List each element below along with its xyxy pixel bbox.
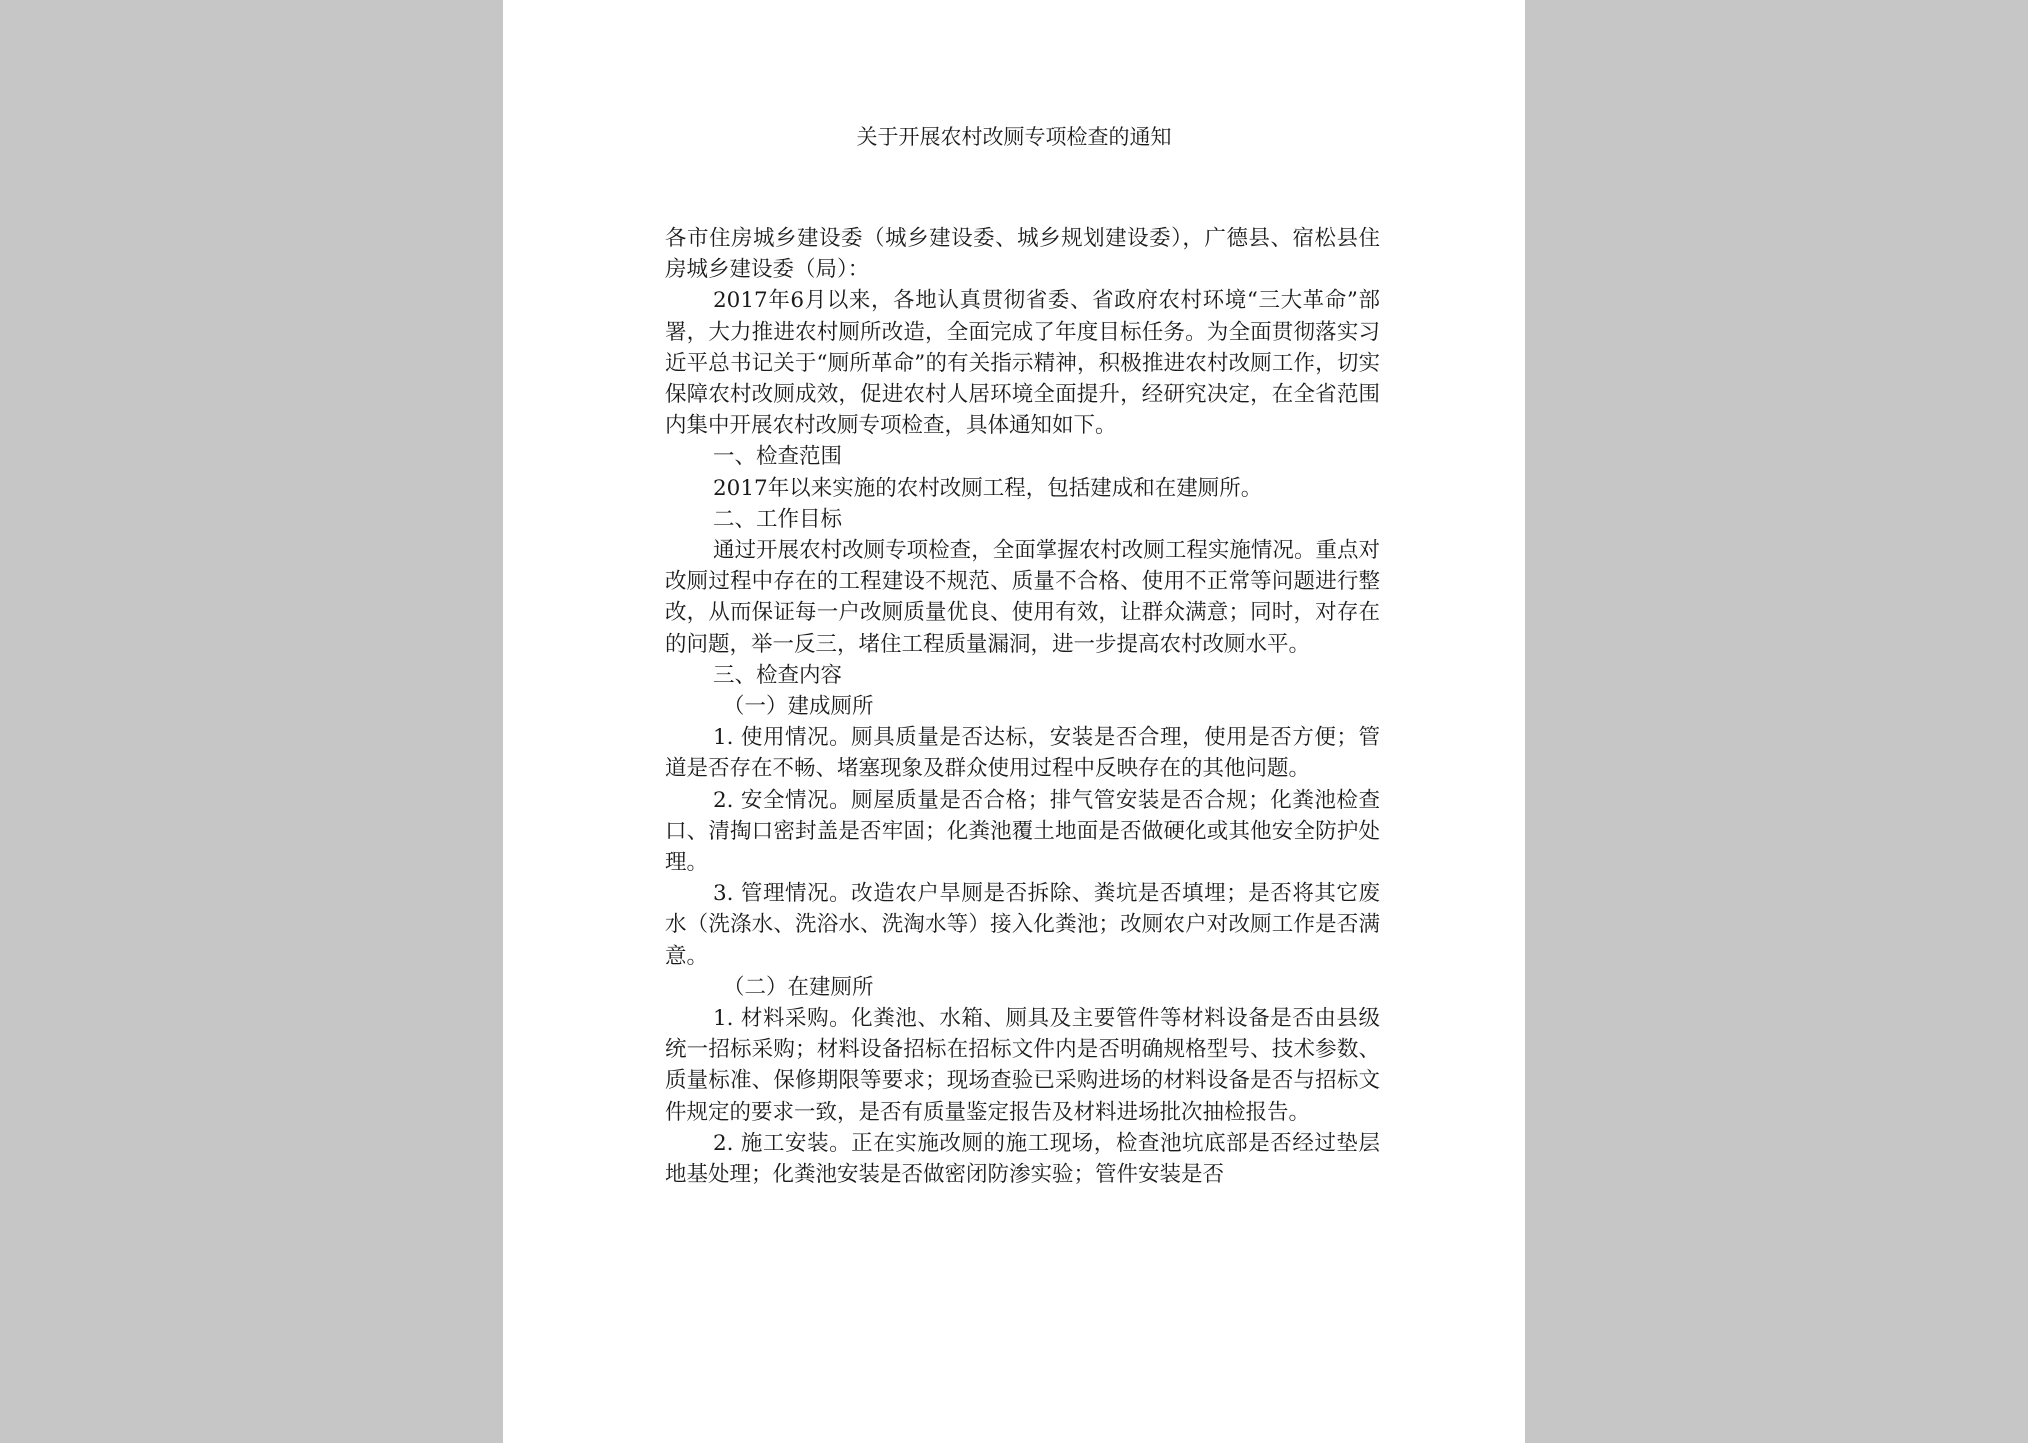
scope-paragraph: 2017年以来实施的农村改厕工程，包括建成和在建厕所。	[713, 475, 1263, 501]
subsection-heading-built: （一）建成厕所	[723, 694, 874, 720]
salutation: 各市住房城乡建设委（城乡建设委、城乡规划建设委），广德县、宿松县住房城乡建设委（局）：	[665, 226, 1380, 283]
section-heading-content: 三、检查内容	[713, 662, 843, 688]
built-item-safety: 2. 安全情况。厕屋质量是否合格；排气管安装是否合规；化粪池检查口、清掏口密封盖是否牢固；化粪池覆土地面是否做硬化或其他安全防护处理。	[665, 787, 1380, 876]
document-title: 关于开展农村改厕专项检查的通知	[856, 125, 1172, 149]
built-item-management: 3. 管理情况。改造农户旱厕是否拆除、粪坑是否填埋；是否将其它废水（洗涤水、洗浴水、洗淘水等）接入化粪池；改厕农户对改厕工作是否满意。	[665, 881, 1380, 969]
built-item-usage: 1. 使用情况。厕具质量是否达标，安装是否合理，使用是否方便；管道是否存在不畅、堵塞现象及群众使用过程中反映存在的其他问题。	[665, 725, 1380, 782]
subsection-heading-under-construction: （二）在建厕所	[723, 974, 874, 1000]
section-heading-scope: 一、检查范围	[713, 444, 843, 470]
intro-paragraph: 2017年6月以来，各地认真贯彻省委、省政府农村环境“三大革命”部署，大力推进农村厕所改造，全面完成了年度目标任务。为全面贯彻落实习近平总书记关于“厕所革命”的有关指示精神，积极推进农村改厕工作，切实保障农村改厕成效，促进农村人居环境全面提升，经研究决定，在全省范围内集中开展农村改厕专项检查，具体通知如下。	[665, 288, 1380, 439]
document-body	[665, 223, 1380, 1190]
goals-paragraph: 通过开展农村改厕专项检查，全面掌握农村改厕工程实施情况。重点对改厕过程中存在的工程建设不规范、质量不合格、使用不正常等问题进行整改，从而保证每一户改厕质量优良、使用有效，让群众满意；同时，对存在的问题，举一反三，堵住工程质量漏洞，进一步提高农村改厕水平。	[665, 538, 1380, 657]
construction-item-materials: 1. 材料采购。化粪池、水箱、厕具及主要管件等材料设备是否由县级统一招标采购；材料设备招标在招标文件内是否明确规格型号、技术参数、质量标准、保修期限等要求；现场查验已采购进场的材料设备是否与招标文件规定的要求一致，是否有质量鉴定报告及材料进场批次抽检报告。	[665, 1006, 1380, 1125]
document-page	[503, 0, 1525, 1443]
section-heading-goals: 二、工作目标	[713, 506, 843, 532]
construction-item-installation: 2. 施工安装。正在实施改厕的施工现场，检查池坑底部是否经过垫层地基处理；化粪池安装是否做密闭防渗实验；管件安装是否	[665, 1130, 1380, 1188]
